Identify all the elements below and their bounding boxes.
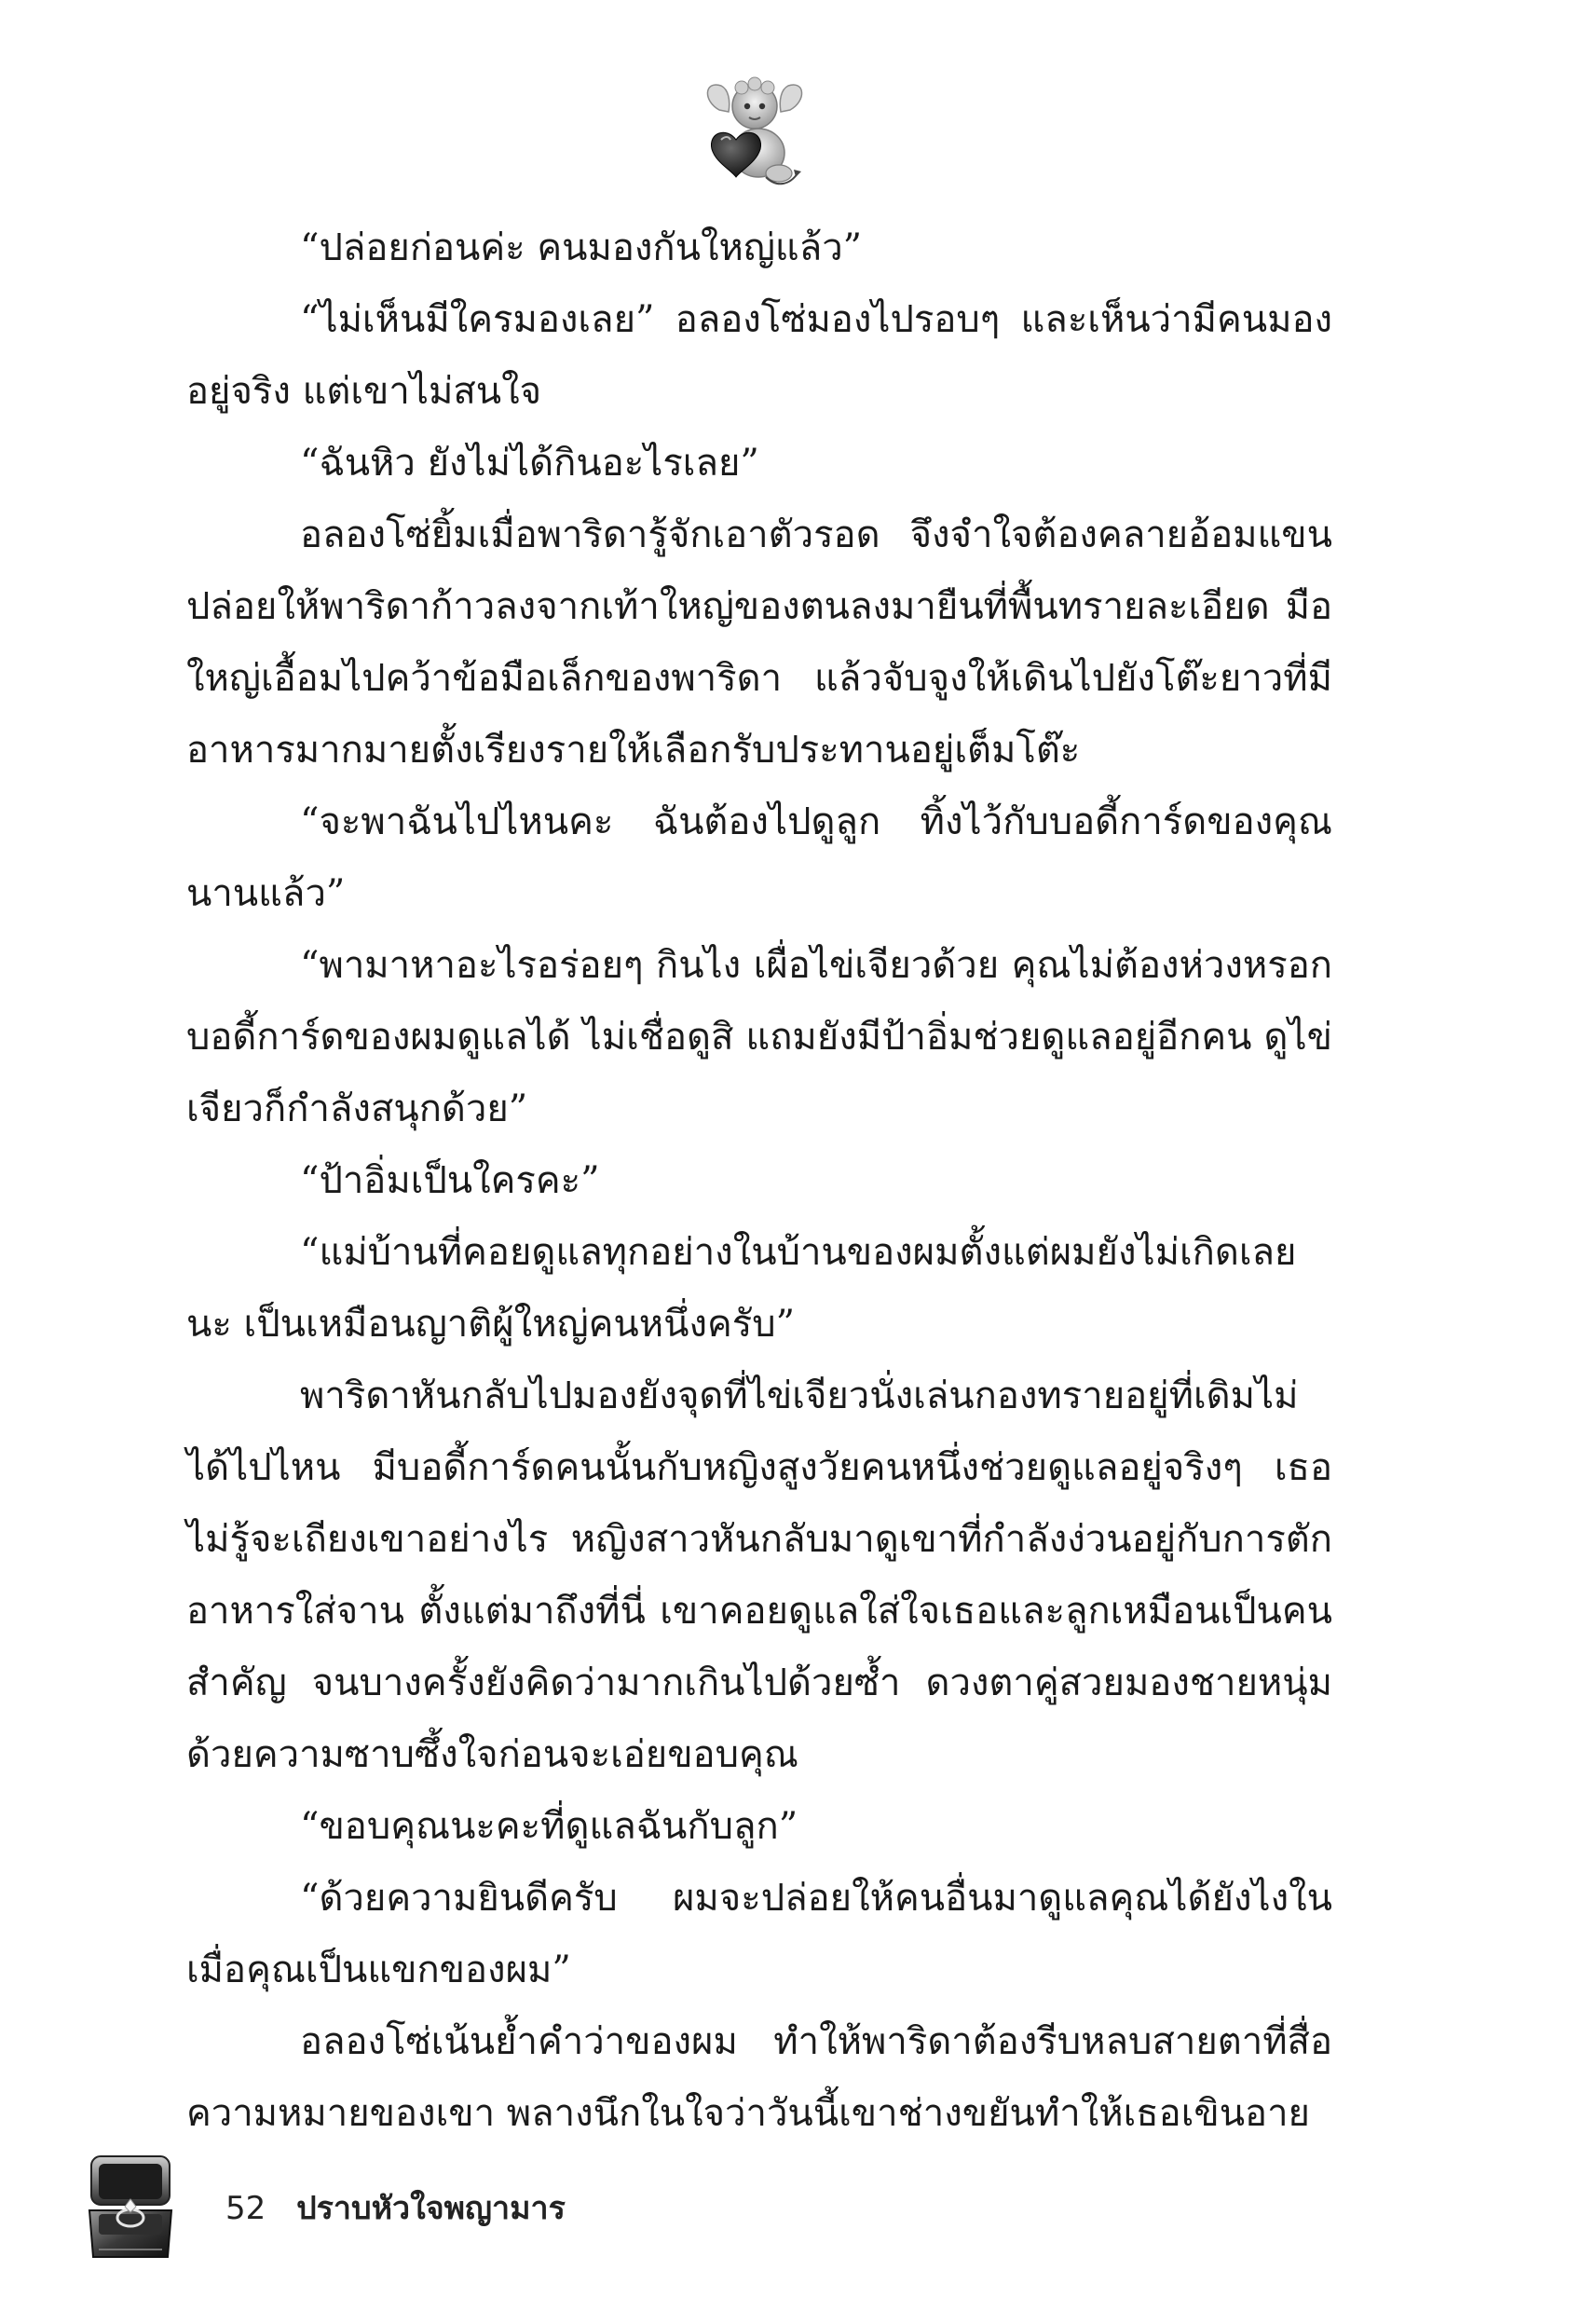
paragraph: “พามาหาอะไรอร่อยๆ กินไง เผื่อไข่เจียวด้วย คุณไม่ต้องห่วงหรอก บอดี้การ์ดของผมดูแลได้ ไม่เชื่อดูสิ แถมยังมีป้าอิ่มช่วยดูแลอยู่อีกคน ดูไข่เจียวก็กำลังสนุกด้วย” — [186, 944, 1332, 1130]
paragraph: อลองโซ่เน้นย้ำคำว่าของผม ทำให้พาริดาต้องรีบหลบสายตาที่สื่อความหมายของเขา พลางนึกในใจว่าวันนี้เขาช่างขยันทำให้เธอเขินอาย — [186, 2020, 1332, 2135]
paragraph: “ปล่อยก่อนค่ะ คนมองกันใหญ่แล้ว” — [300, 226, 863, 269]
page-footer — [0, 2134, 1596, 2264]
paragraph: “ด้วยความยินดีครับ ผมจะปล่อยให้คนอื่นมาดูแลคุณได้ยังไงในเมื่อคุณเป็นแขกของผม” — [186, 1877, 1332, 1991]
paragraph: พาริดาหันกลับไปมองยังจุดที่ไข่เจียวนั่งเล่นกองทรายอยู่ที่เดิมไม่ได้ไปไหน มีบอดี้การ์ดคนนั้นกับหญิงสูงวัยคนหนึ่งช่วยดูแลอยู่จริงๆ เธอไม่รู้จะเถียงเขาอย่างไร หญิงสาวหันกลับมาดูเขาที่กำลังง่วนอยู่กับการตักอาหารใส่จาน ตั้งแต่มาถึงที่นี่ เขาคอยดูแลใส่ใจเธอและลูกเหมือนเป็นคนสำคัญ จนบางครั้งยังคิดว่ามากเกินไปด้วยซ้ำ ดวงตาคู่สวยมองชายหนุ่มด้วยความซาบซึ้งใจก่อนจะเอ่ยขอบคุณ — [186, 1374, 1332, 1776]
ring-box-icon — [86, 2153, 175, 2263]
paragraph: “ขอบคุณนะคะที่ดูแลฉันกับลูก” — [300, 1805, 798, 1848]
book-title: ปราบหัวใจพญามาร — [296, 2190, 566, 2227]
paragraph: “แม่บ้านที่คอยดูแลทุกอย่างในบ้านของผมตั้งแต่ผมยังไม่เกิดเลยนะ เป็นเหมือนญาติผู้ใหญ่คนหนึ่งครับ” — [186, 1231, 1297, 1346]
paragraph: “ไม่เห็นมีใครมองเลย” อลองโซ่มองไปรอบๆ และเห็นว่ามีคนมองอยู่จริง แต่เขาไม่สนใจ — [186, 298, 1332, 413]
page-number: 52 — [225, 2190, 266, 2227]
folio — [225, 2182, 566, 2233]
paragraph: “ป้าอิ่มเป็นใครคะ” — [300, 1159, 600, 1202]
body-text — [186, 212, 1332, 2150]
cupid-with-heart-icon — [701, 73, 811, 192]
paragraph: “ฉันหิว ยังไม่ได้กินอะไรเลย” — [300, 442, 759, 485]
paragraph: “จะพาฉันไปไหนคะ ฉันต้องไปดูลูก ทิ้งไว้กับบอดี้การ์ดของคุณนานแล้ว” — [186, 800, 1332, 915]
paragraph: อลองโซ่ยิ้มเมื่อพาริดารู้จักเอาตัวรอด จึงจำใจต้องคลายอ้อมแขนปล่อยให้พาริดาก้าวลงจากเท้าใหญ่ของตนลงมายืนที่พื้นทรายละเอียด มือใหญ่เอื้อมไปคว้าข้อมือเล็กของพาริดา แล้วจับจูงให้เดินไปยังโต๊ะยาวที่มีอาหารมากมายตั้งเรียงรายให้เลือกรับประทานอยู่เต็มโต๊ะ — [186, 513, 1332, 772]
